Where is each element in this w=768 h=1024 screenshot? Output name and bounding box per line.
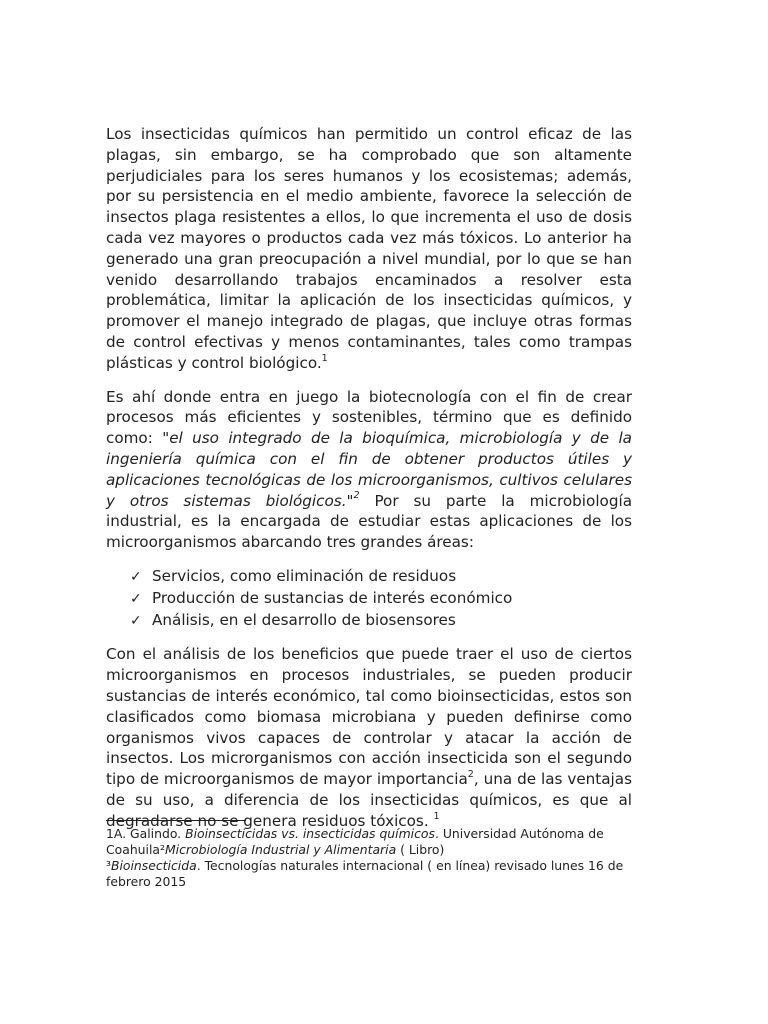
footnote-divider [106, 820, 246, 821]
footnote-ref: 2 [467, 769, 474, 781]
paragraph-1 [106, 124, 632, 374]
footnote-title: Bioinsecticida [110, 858, 197, 873]
paragraph-2 [106, 387, 632, 553]
list-item [130, 566, 632, 588]
footnote-ref: 2 [353, 490, 360, 502]
paragraph-2-outro: Por su parte la microbiología industrial, es la encargada de estudiar estas aplicaciones de los microorganismos abarcando tres grandes áreas: [106, 491, 632, 552]
footnote-title: Microbiología Industrial y Alimentaria [164, 842, 397, 857]
application-areas-list [106, 566, 632, 631]
paragraph-3-text-a: Con el análisis de los beneficios que puede traer el uso de ciertos microorganismos en procesos industriales, se pueden producir sustancias de interés económico, tal como bioinsecticidas, estos son clasificados como biomasa microbiana y pueden definirse como organismos vivos capaces de controlar y atacar la acción de insectos. Los microrganismos con acción insecticida son el segundo tipo de microorganismos de mayor importancia [106, 645, 632, 789]
paragraph-1-text: Los insecticidas químicos han permitido un control eficaz de las plagas, sin embargo, se ha comprobado que son altamente perjudiciales para los seres humanos y los ecosistemas; además, por su persistencia en el medio ambiente, favorece la selección de insectos plaga resistentes a ellos, lo que incrementa el uso de dosis cada vez mayores o productos cada vez más tóxicos. Lo anterior ha generado una gran preocupación a nivel mundial, por lo que se han venido desarrollando trabajos encaminados a resolver esta problemática, limitar la aplicación de los insecticidas químicos, y promover el manejo integrado de plagas, que incluye otras formas de control efectivas y menos contaminantes, tales como trampas plásticas y control biológico. [106, 125, 632, 372]
footnote-ref: 1 [433, 810, 440, 822]
checkmark-icon: ✓ [130, 568, 142, 585]
checkmark-icon: ✓ [130, 612, 142, 629]
body-text [106, 124, 632, 845]
paragraph-2-intro: Es ahí donde entra en juego la biotecnología con el fin de crear procesos más eficientes y sostenibles, término que es definido como: [106, 387, 632, 448]
footnote-ref: 1 [321, 352, 328, 364]
list-item [130, 588, 632, 610]
list-item-text: Análisis, en el desarrollo de biosensores [152, 610, 456, 629]
footnote-3: ³Bioinsecticida. Tecnologías naturales internacional ( en línea) revisado lunes 16 de febrero 2015 [106, 858, 624, 889]
footnotes [106, 826, 632, 890]
list-item-text: Producción de sustancias de interés económico [152, 588, 513, 607]
checkmark-icon: ✓ [130, 590, 142, 607]
paragraph-3 [106, 644, 632, 831]
paragraph-3-text-b: , una de las ventajas de su uso, a diferencia de los insecticidas químicos, es que al degradarse no se genera residuos tóxicos. [106, 770, 632, 830]
biotechnology-definition-quote: "el uso integrado de la bioquímica, microbiología y de la ingeniería química con el fin de obtener productos útiles y aplicaciones tecnológicas de los microorganismos, cultivos celulares y otros sistemas biológicos." [106, 429, 632, 510]
list-item [130, 610, 632, 632]
footnote-title: Bioinsecticidas vs. insecticidas químicos [185, 826, 435, 841]
footnote-1-2: 1A. Galindo. Bioinsecticidas vs. insecticidas químicos. Universidad Autónoma de Coahuila²Microbiología Industrial y Alimentaria ( Libro) [106, 826, 604, 857]
list-item-text: Servicios, como eliminación de residuos [152, 566, 457, 585]
